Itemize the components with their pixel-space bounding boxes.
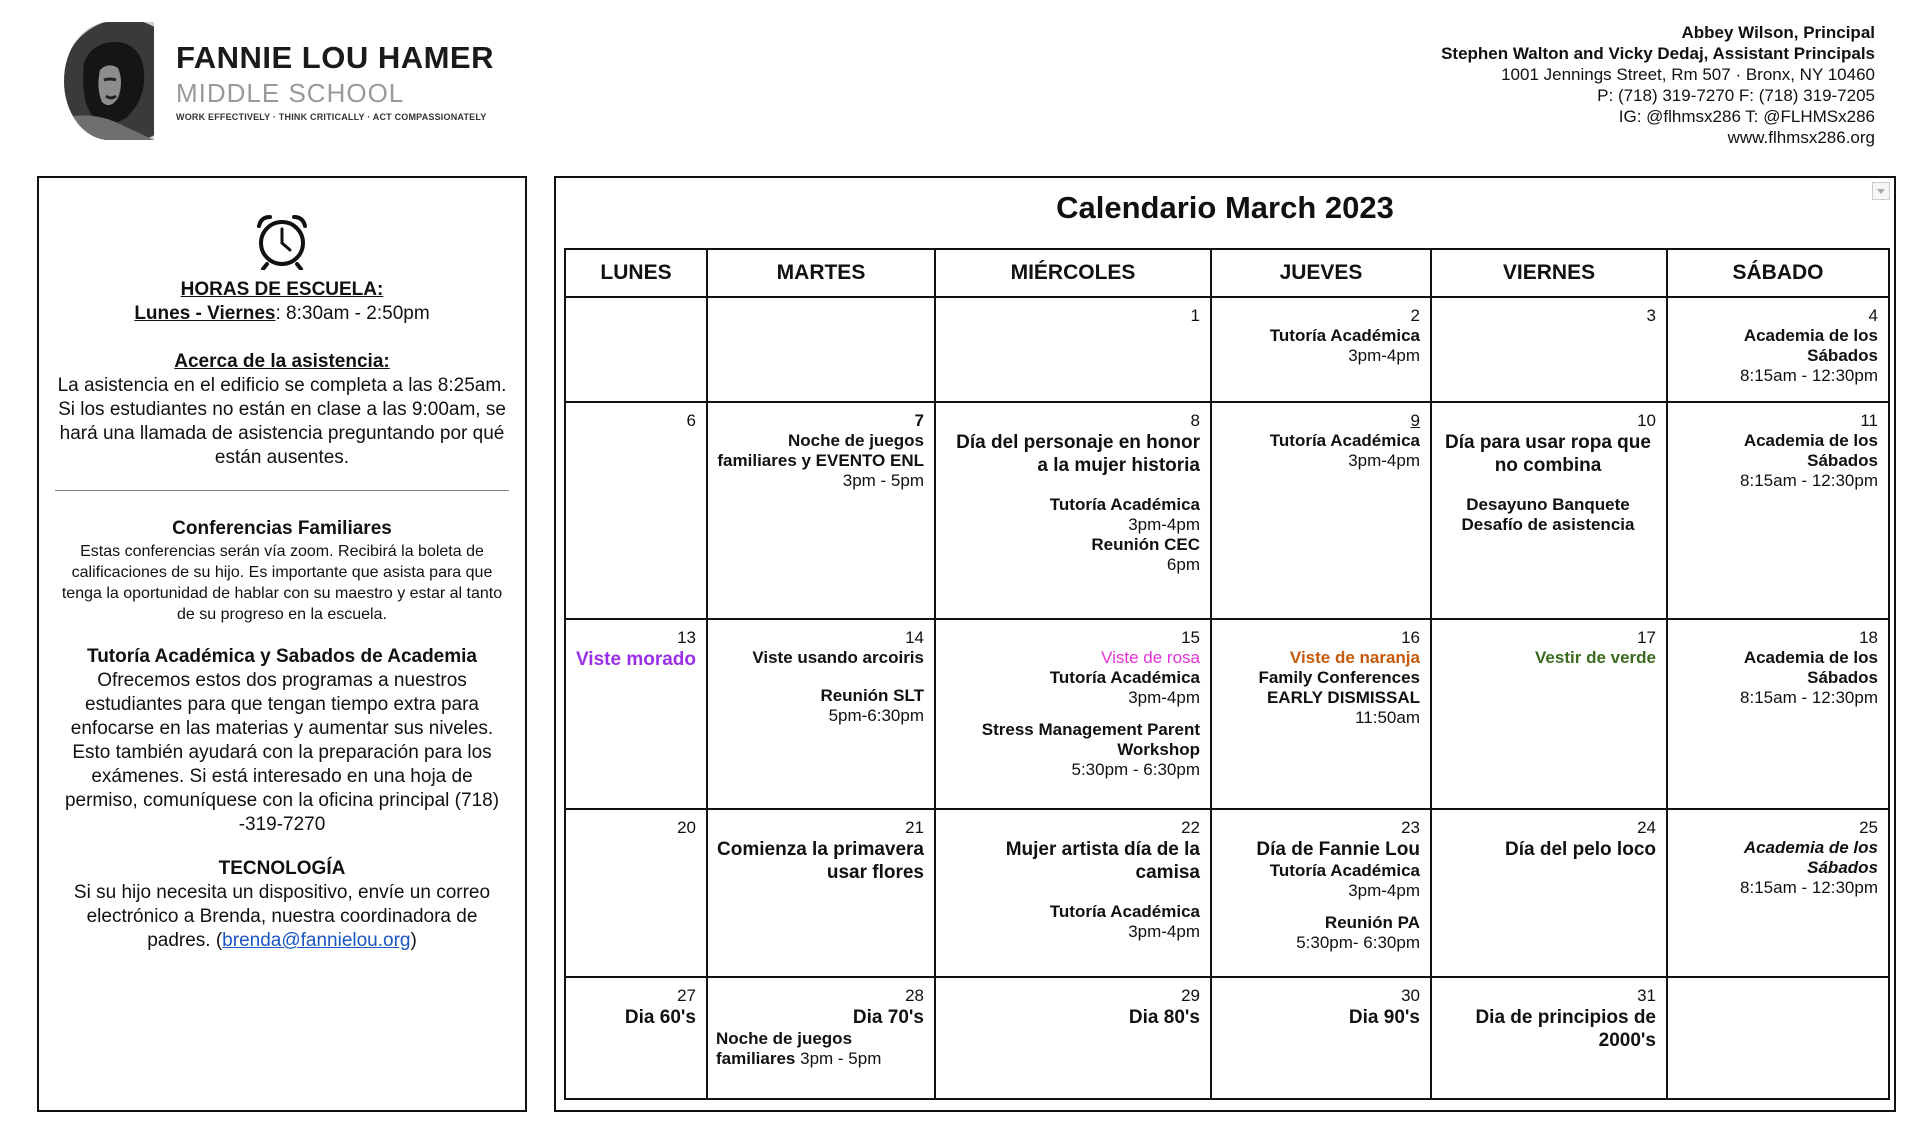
event-title: Vestir de verde (1535, 648, 1656, 667)
day-number: 18 (1859, 628, 1878, 647)
event-time: 5pm-6:30pm (828, 706, 924, 725)
day-cell (707, 809, 935, 977)
weekday-header: SÁBADO (1667, 249, 1889, 297)
alarm-clock-icon (253, 212, 311, 270)
event-title: Desayuno Banquete (1466, 495, 1630, 514)
event-time: 11:50am (1355, 708, 1420, 727)
event-title: Tutoría Académica (1269, 326, 1420, 345)
day-cell (565, 619, 707, 809)
tutoring-title: Tutoría Académica y Sabados de Academia (87, 646, 477, 667)
tutoring-text: Ofrecemos estos dos programas a nuestros estudiantes para que tengan tiempo extra para enfocarse en las materias y aumentar sus niveles. Esto también ayudará con la preparación para los exámenes. Si está interesado en una hoja de permiso, comuníquese con la oficina principal (718) -319-7270 (64, 670, 500, 835)
event-title: Viste usando arcoiris (752, 648, 924, 667)
day-cell (565, 402, 707, 619)
day-cell (1431, 619, 1667, 809)
event-title: Día de Fannie Lou (1256, 839, 1420, 860)
event-time: 8:15am - 12:30pm (1740, 471, 1878, 490)
day-cell (1211, 809, 1431, 977)
day-number: 22 (1181, 818, 1200, 837)
website: www.flhmsx286.org (1727, 128, 1875, 147)
week-row (565, 809, 1889, 977)
event-time: 3pm - 5pm (800, 1049, 882, 1068)
technology-text (55, 881, 509, 953)
day-number: 24 (1637, 818, 1656, 837)
week-row (565, 619, 1889, 809)
event-line (716, 1029, 924, 1069)
event-time: 3pm-4pm (1128, 922, 1200, 941)
event-title: EARLY DISMISSAL (1266, 688, 1420, 707)
event-title: Mujer artista día de la camisa (1005, 839, 1200, 883)
event-title: Día para usar ropa que no combina (1445, 432, 1651, 476)
address: 1001 Jennings Street, Rm 507 · Bronx, NY 10460 (1501, 65, 1875, 84)
principal-name: Abbey Wilson, Principal (1681, 23, 1875, 42)
day-number: 1 (1190, 306, 1200, 325)
day-cell (1667, 809, 1889, 977)
event-title: Academia de los Sábados (1743, 648, 1878, 687)
school-logo (64, 22, 504, 142)
day-number: 31 (1637, 986, 1656, 1005)
day-number: 4 (1868, 306, 1878, 325)
event-title: Tutoría Académica (1269, 431, 1420, 450)
attendance-title: Acerca de la asistencia: (174, 351, 390, 372)
portrait-icon (64, 22, 154, 140)
event-title: Día del personaje en honor a la mujer historia (956, 432, 1200, 476)
day-number: 21 (905, 818, 924, 837)
day-number: 27 (677, 986, 696, 1005)
event-title: Reunión CEC (1091, 535, 1200, 554)
technology-close: ) (410, 930, 417, 951)
event-time: 3pm-4pm (1348, 881, 1420, 900)
contact-block (1441, 22, 1875, 148)
week-row (565, 402, 1889, 619)
day-number: 6 (686, 411, 696, 430)
event-title: Dia de principios de 2000's (1475, 1007, 1656, 1051)
section-divider (55, 490, 509, 491)
weekday-header: JUEVES (1211, 249, 1431, 297)
conferences-title: Conferencias Familiares (172, 518, 392, 539)
day-number: 15 (1181, 628, 1200, 647)
school-subtitle: MIDDLE SCHOOL (176, 78, 405, 108)
day-cell (935, 402, 1211, 619)
hours-line (55, 302, 509, 326)
day-number: 20 (677, 818, 696, 837)
event-title: Dia 60's (624, 1007, 696, 1028)
day-number: 16 (1401, 628, 1420, 647)
event-title: Academia de los Sábados (1743, 838, 1878, 877)
day-cell (707, 619, 935, 809)
hours-days: Lunes - Viernes (134, 303, 276, 324)
day-number: 29 (1181, 986, 1200, 1005)
conferences-text: Estas conferencias serán vía zoom. Recibirá la boleta de calificaciones de su hijo. Es importante que asista para que tenga la oportunidad de hablar con su maestro y estar al tanto de su progreso en la escuela. (61, 543, 503, 623)
calendar-grid (564, 248, 1890, 1100)
day-number: 25 (1859, 818, 1878, 837)
calendar-title: Calendario March 2023 (1056, 190, 1394, 225)
event-title: Tutoría Académica (1269, 861, 1420, 880)
day-cell-empty (565, 297, 707, 402)
event-title: Viste de naranja (1289, 648, 1420, 667)
day-cell (565, 809, 707, 977)
day-number: 8 (1190, 411, 1200, 430)
event-title: Noche de juegos familiares (716, 1029, 853, 1068)
event-title: Family Conferences (1258, 668, 1420, 687)
event-title: Dia 70's (852, 1007, 924, 1028)
day-cell (935, 809, 1211, 977)
day-cell (707, 977, 935, 1099)
day-number: 7 (914, 411, 924, 430)
day-cell (935, 619, 1211, 809)
assistant-principals: Stephen Walton and Vicky Dedaj, Assistant Principals (1441, 44, 1875, 63)
day-cell (1667, 402, 1889, 619)
week-row (565, 297, 1889, 402)
phone-fax: P: (718) 319-7270 F: (718) 319-7205 (1597, 86, 1875, 105)
event-title: Tutoría Académica (1049, 902, 1200, 921)
event-time: 3pm-4pm (1348, 346, 1420, 365)
day-cell (1667, 619, 1889, 809)
event-title: Tutoría Académica (1049, 668, 1200, 687)
email-link[interactable]: brenda@fannielou.org (222, 930, 411, 951)
school-tagline: WORK EFFECTIVELY · THINK CRITICALLY · ACT COMPASSIONATELY (176, 112, 487, 122)
day-cell (1431, 809, 1667, 977)
day-cell-empty (707, 297, 935, 402)
school-name: FANNIE LOU HAMER (176, 40, 494, 75)
event-title: Día del pelo loco (1505, 839, 1656, 860)
technology-title: TECNOLOGÍA (218, 858, 346, 879)
event-time: 3pm-4pm (1348, 451, 1420, 470)
attendance-text: La asistencia en el edificio se completa a las 8:25am. Si los estudiantes no están en clase a las 9:00am, se hará una llamada de asistencia preguntando por qué están ausentes. (57, 375, 507, 468)
weekday-header-row (565, 249, 1889, 297)
event-title: Stress Management Parent Workshop (981, 720, 1200, 759)
event-time: 3pm - 5pm (842, 471, 924, 490)
weekday-header: LUNES (565, 249, 707, 297)
day-cell-empty (1667, 977, 1889, 1099)
event-time: 8:15am - 12:30pm (1740, 688, 1878, 707)
calendar-panel (554, 176, 1896, 1112)
info-sidebar (37, 176, 527, 1112)
day-number: 23 (1401, 818, 1420, 837)
day-number: 13 (677, 628, 696, 647)
event-time: 3pm-4pm (1128, 688, 1200, 707)
event-title: Dia 90's (1348, 1007, 1420, 1028)
day-cell (1211, 297, 1431, 402)
event-time: 8:15am - 12:30pm (1740, 878, 1878, 897)
day-number: 14 (905, 628, 924, 647)
day-cell (707, 402, 935, 619)
event-title: Desafío de asistencia (1461, 515, 1635, 534)
day-number: 2 (1410, 306, 1420, 325)
day-cell (1211, 619, 1431, 809)
event-title: Noche de juegos familiares y EVENTO ENL (717, 431, 924, 470)
day-number: 30 (1401, 986, 1420, 1005)
event-time: 3pm-4pm (1128, 515, 1200, 534)
event-title: Viste de rosa (1101, 648, 1200, 667)
social-handles: IG: @flhmsx286 T: @FLHMSx286 (1618, 107, 1875, 126)
day-cell (935, 977, 1211, 1099)
portrait-image (64, 22, 154, 140)
week-row (565, 977, 1889, 1099)
day-cell (1211, 977, 1431, 1099)
day-cell (1431, 297, 1667, 402)
day-cell (565, 977, 707, 1099)
day-cell (935, 297, 1211, 402)
event-time: 5:30pm- 6:30pm (1296, 933, 1420, 952)
technology-body: Si su hijo necesita un dispositivo, envíe un correo electrónico a Brenda, nuestra coordinadora de padres. ( (73, 882, 491, 951)
event-time: 5:30pm - 6:30pm (1071, 760, 1200, 779)
day-cell (1431, 402, 1667, 619)
hours-time: : 8:30am - 2:50pm (275, 303, 430, 324)
event-title: Dia 80's (1128, 1007, 1200, 1028)
day-number: 11 (1860, 411, 1878, 430)
day-number: 28 (905, 986, 924, 1005)
day-cell (1431, 977, 1667, 1099)
event-title: Academia de los Sábados (1743, 431, 1878, 470)
day-number: 17 (1637, 628, 1656, 647)
day-number: 3 (1646, 306, 1656, 325)
weekday-header: MARTES (707, 249, 935, 297)
weekday-header: MIÉRCOLES (935, 249, 1211, 297)
hours-title: HORAS DE ESCUELA: (180, 279, 384, 300)
event-title: Viste morado (575, 649, 696, 670)
event-time: 8:15am - 12:30pm (1740, 366, 1878, 385)
weekday-header: VIERNES (1431, 249, 1667, 297)
event-title: Academia de los Sábados (1743, 326, 1878, 365)
day-cell (1211, 402, 1431, 619)
event-title: Reunión SLT (820, 686, 924, 705)
day-number: 9 (1410, 411, 1420, 430)
event-title: Reunión PA (1324, 913, 1420, 932)
day-number: 10 (1637, 411, 1656, 430)
day-cell (1667, 297, 1889, 402)
event-title: Comienza la primavera usar flores (717, 839, 924, 883)
event-title: Tutoría Académica (1049, 495, 1200, 514)
event-time: 6pm (1166, 555, 1200, 574)
